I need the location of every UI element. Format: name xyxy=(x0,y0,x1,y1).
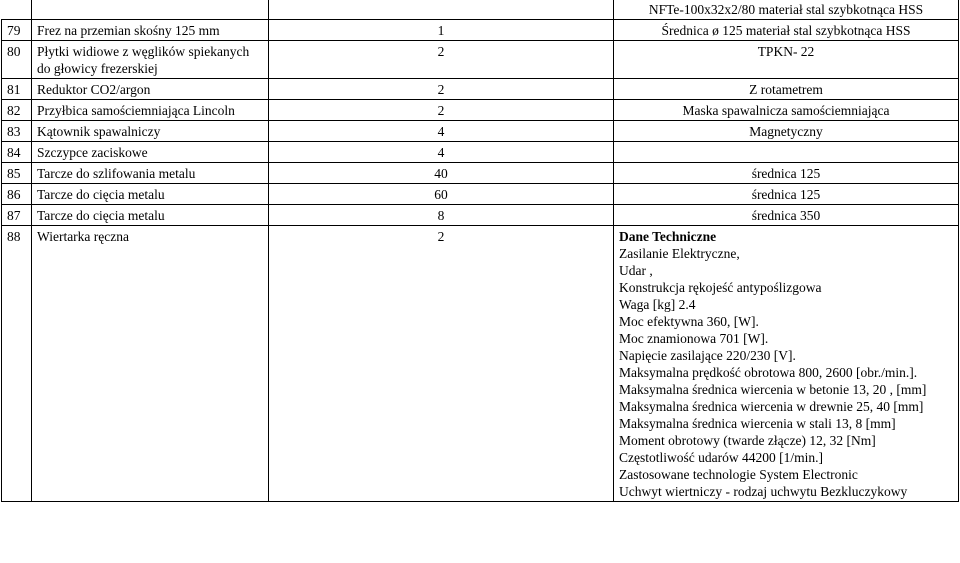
name-cell: Reduktor CO2/argon xyxy=(32,79,269,100)
qty-cell: 4 xyxy=(269,142,614,163)
qty-cell: 4 xyxy=(269,121,614,142)
table-row xyxy=(2,121,959,142)
qty-cell: 2 xyxy=(269,100,614,121)
name-cell: Kątownik spawalniczy xyxy=(32,121,269,142)
table-row xyxy=(2,20,959,41)
name-cell: Przyłbica samościemniająca Lincoln xyxy=(32,100,269,121)
lp-cell: 85 xyxy=(2,163,32,184)
qty-cell: 8 xyxy=(269,205,614,226)
qty-cell: 60 xyxy=(269,184,614,205)
table-row xyxy=(2,0,959,20)
desc-cell: Magnetyczny xyxy=(614,121,959,142)
tech-data-line: Zasilanie Elektryczne, xyxy=(619,246,740,261)
lp-cell: 80 xyxy=(2,41,32,79)
tech-data-line: Moc znamionowa 701 [W]. xyxy=(619,331,769,346)
desc-cell: średnica 350 xyxy=(614,205,959,226)
table-row xyxy=(2,184,959,205)
name-cell: Szczypce zaciskowe xyxy=(32,142,269,163)
desc-cell: Z rotametrem xyxy=(614,79,959,100)
tech-data-line: Moc efektywna 360, [W]. xyxy=(619,314,759,329)
desc-cell: średnica 125 xyxy=(614,163,959,184)
name-cell: Wiertarka ręczna xyxy=(32,226,269,502)
lp-cell: 86 xyxy=(2,184,32,205)
desc-cell: TPKN- 22 xyxy=(614,41,959,79)
desc-cell: NFTe-100x32x2/80 materiał stal szybkotnąca HSS xyxy=(614,0,959,20)
lp-cell: 87 xyxy=(2,205,32,226)
name-cell xyxy=(32,0,269,20)
qty-cell: 40 xyxy=(269,163,614,184)
qty-cell: 1 xyxy=(269,20,614,41)
tech-data-line: Maksymalna prędkość obrotowa 800, 2600 [obr./min.]. xyxy=(619,365,918,380)
tech-data-line: Napięcie zasilające 220/230 [V]. xyxy=(619,348,796,363)
qty-cell: 2 xyxy=(269,79,614,100)
desc-cell xyxy=(614,226,959,502)
tech-data-line: Uchwyt wiertniczy - rodzaj uchwytu Bezkluczykowy xyxy=(619,484,908,499)
tech-data-heading: Dane Techniczne xyxy=(619,229,717,244)
tech-data-line: Zastosowane technologie System Electronic xyxy=(619,467,858,482)
name-cell: Frez na przemian skośny 125 mm xyxy=(32,20,269,41)
tech-data-line: Konstrukcja rękojeść antypoślizgowa xyxy=(619,280,822,295)
tech-data-line: Udar , xyxy=(619,263,653,278)
tech-data-line: Moment obrotowy (twarde złącze) 12, 32 [Nm] xyxy=(619,433,876,448)
name-cell: Płytki widiowe z węglików spiekanych do głowicy frezerskiej xyxy=(32,41,269,79)
lp-cell: 79 xyxy=(2,20,32,41)
table-row xyxy=(2,163,959,184)
table-row xyxy=(2,79,959,100)
qty-cell xyxy=(269,0,614,20)
equipment-table xyxy=(1,0,959,502)
qty-cell: 2 xyxy=(269,41,614,79)
lp-cell xyxy=(2,0,32,20)
lp-cell: 81 xyxy=(2,79,32,100)
lp-cell: 82 xyxy=(2,100,32,121)
lp-cell: 83 xyxy=(2,121,32,142)
name-cell: Tarcze do cięcia metalu xyxy=(32,184,269,205)
lp-cell: 84 xyxy=(2,142,32,163)
table-row xyxy=(2,142,959,163)
table-row xyxy=(2,100,959,121)
desc-cell xyxy=(614,142,959,163)
tech-data-line: Maksymalna średnica wiercenia w betonie 13, 20 , [mm] xyxy=(619,382,927,397)
tech-data-line: Maksymalna średnica wiercenia w drewnie 25, 40 [mm] xyxy=(619,399,924,414)
name-cell: Tarcze do szlifowania metalu xyxy=(32,163,269,184)
qty-cell: 2 xyxy=(269,226,614,502)
tech-data-line: Maksymalna średnica wiercenia w stali 13, 8 [mm] xyxy=(619,416,896,431)
lp-cell: 88 xyxy=(2,226,32,502)
desc-cell: Średnica ø 125 materiał stal szybkotnąca HSS xyxy=(614,20,959,41)
tech-data-line: Waga [kg] 2.4 xyxy=(619,297,696,312)
desc-cell: Maska spawalnicza samościemniająca xyxy=(614,100,959,121)
table-row xyxy=(2,205,959,226)
desc-cell: średnica 125 xyxy=(614,184,959,205)
table-row xyxy=(2,226,959,502)
table-row xyxy=(2,41,959,79)
name-cell: Tarcze do cięcia metalu xyxy=(32,205,269,226)
tech-data-line: Częstotliwość udarów 44200 [1/min.] xyxy=(619,450,823,465)
